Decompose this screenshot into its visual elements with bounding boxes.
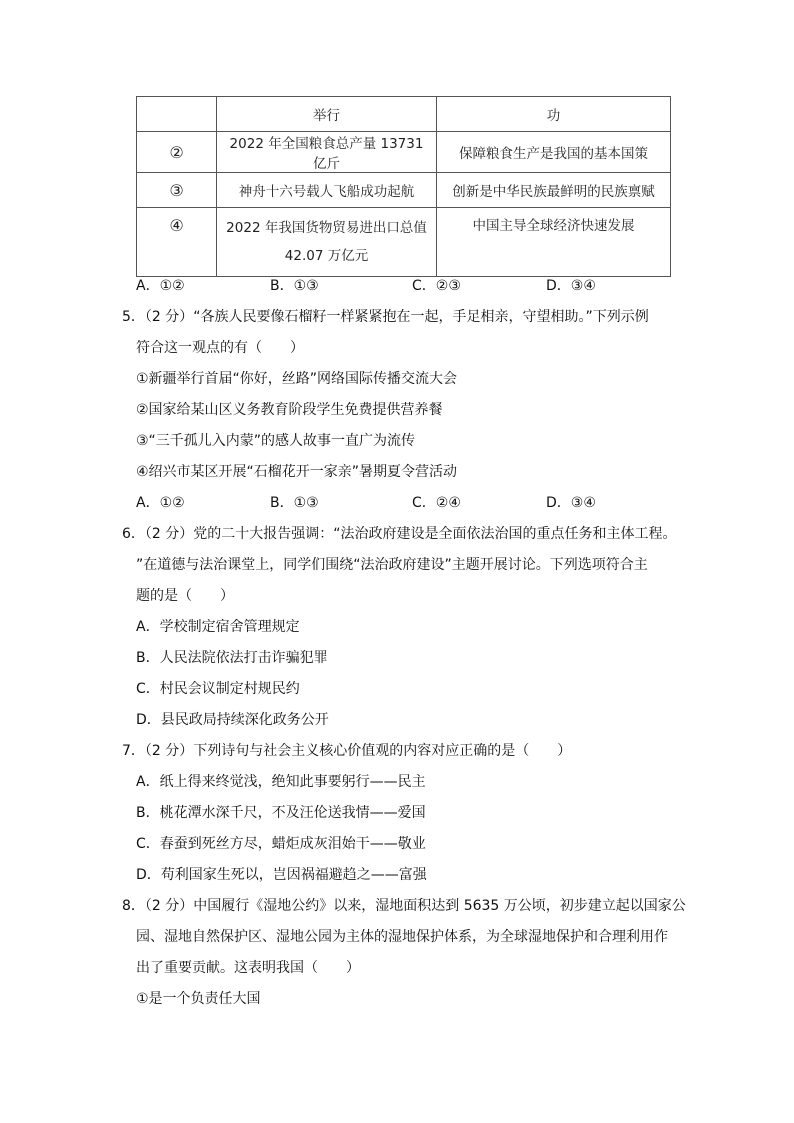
question-6-stem: 6．（2 分）党的二十大报告强调：“法治政府建设是全面依法治国的重点任务和主体工程。 bbox=[122, 526, 677, 542]
question-4-table bbox=[136, 96, 671, 277]
table-row bbox=[137, 132, 671, 173]
question-8-item: ①是一个负责任大国 bbox=[136, 991, 261, 1007]
table-row bbox=[137, 173, 671, 208]
table-row bbox=[137, 208, 671, 277]
table-header-row bbox=[137, 97, 671, 132]
question-5-item: ④绍兴市某区开展“石榴花开一家亲”暑期夏令营活动 bbox=[136, 464, 458, 480]
question-6-stem: 题的是（ ） bbox=[136, 588, 234, 604]
table-header-cell: 功 bbox=[437, 97, 671, 132]
table-cell: 保障粮食生产是我国的基本国策 bbox=[437, 132, 671, 173]
option-d[interactable]: D．③④ bbox=[546, 495, 596, 511]
option-a[interactable]: A．学校制定宿舍管理规定 bbox=[136, 619, 300, 635]
option-c[interactable]: C．村民会议制定村规民约 bbox=[136, 681, 300, 697]
option-b[interactable]: B．桃花潭水深千尺，不及汪伦送我情——爱国 bbox=[136, 805, 426, 821]
table-header-cell: 举行 bbox=[217, 97, 437, 132]
option-d[interactable]: D．苟利国家生死以，岂因祸福避趋之——富强 bbox=[136, 867, 427, 883]
option-b[interactable]: B．人民法院依法打击诈骗犯罪 bbox=[136, 650, 328, 666]
option-d[interactable]: D．县民政局持续深化政务公开 bbox=[136, 712, 329, 728]
question-8-stem: 出了重要贡献。这表明我国（ ） bbox=[136, 960, 360, 976]
table-row-number: ② bbox=[137, 132, 217, 173]
question-6-stem: ”在道德与法治课堂上，同学们围绕“法治政府建设”主题开展讨论。下列选项符合主 bbox=[136, 557, 648, 573]
table-row-number: ③ bbox=[137, 173, 217, 208]
table-cell-line: 42.07 万亿元 bbox=[284, 248, 369, 264]
question-5-item: ③“三千孤儿入内蒙”的感人故事一直广为流传 bbox=[136, 433, 416, 449]
question-5-item: ①新疆举行首届“你好，丝路”网络国际传播交流大会 bbox=[136, 371, 458, 387]
option-a[interactable]: A．纸上得来终觉浅，绝知此事要躬行——民主 bbox=[136, 774, 426, 790]
option-a[interactable]: A．①② bbox=[136, 278, 185, 294]
table-cell: 中国主导全球经济快速发展 bbox=[437, 208, 671, 277]
option-d[interactable]: D．③④ bbox=[546, 278, 596, 294]
table-cell: 创新是中华民族最鲜明的民族禀赋 bbox=[437, 173, 671, 208]
option-c[interactable]: C．春蚕到死丝方尽，蜡炬成灰泪始干——敬业 bbox=[136, 836, 426, 852]
table-cell bbox=[217, 208, 437, 277]
option-a[interactable]: A．①② bbox=[136, 495, 185, 511]
option-c[interactable]: C．②④ bbox=[412, 495, 461, 511]
question-8-stem: 8．（2 分）中国履行《湿地公约》以来，湿地面积达到 5635 万公顷，初步建立起以国家公 bbox=[122, 898, 686, 914]
question-8-stem: 园、湿地自然保护区、湿地公园为主体的湿地保护体系，为全球湿地保护和合理利用作 bbox=[136, 929, 668, 945]
question-5-stem: 符合这一观点的有（ ） bbox=[136, 340, 304, 356]
table-cell: 神舟十六号载人飞船成功起航 bbox=[217, 173, 437, 208]
question-5-item: ②国家给某山区义务教育阶段学生免费提供营养餐 bbox=[136, 402, 443, 418]
table-header-cell bbox=[137, 97, 217, 132]
question-7-stem: 7．（2 分）下列诗句与社会主义核心价值观的内容对应正确的是（ ） bbox=[122, 743, 572, 759]
question-5-stem: 5．（2 分）“各族人民要像石榴籽一样紧紧抱在一起，手足相亲，守望相助。”下列示例 bbox=[122, 309, 649, 325]
table-cell: 2022 年全国粮食总产量 13731 亿斤 bbox=[217, 132, 437, 173]
option-b[interactable]: B．①③ bbox=[270, 495, 319, 511]
option-c[interactable]: C．②③ bbox=[412, 278, 461, 294]
table-row-number: ④ bbox=[137, 208, 217, 277]
option-b[interactable]: B．①③ bbox=[270, 278, 319, 294]
table-cell-line: 2022 年我国货物贸易进出口总值 bbox=[226, 220, 427, 236]
